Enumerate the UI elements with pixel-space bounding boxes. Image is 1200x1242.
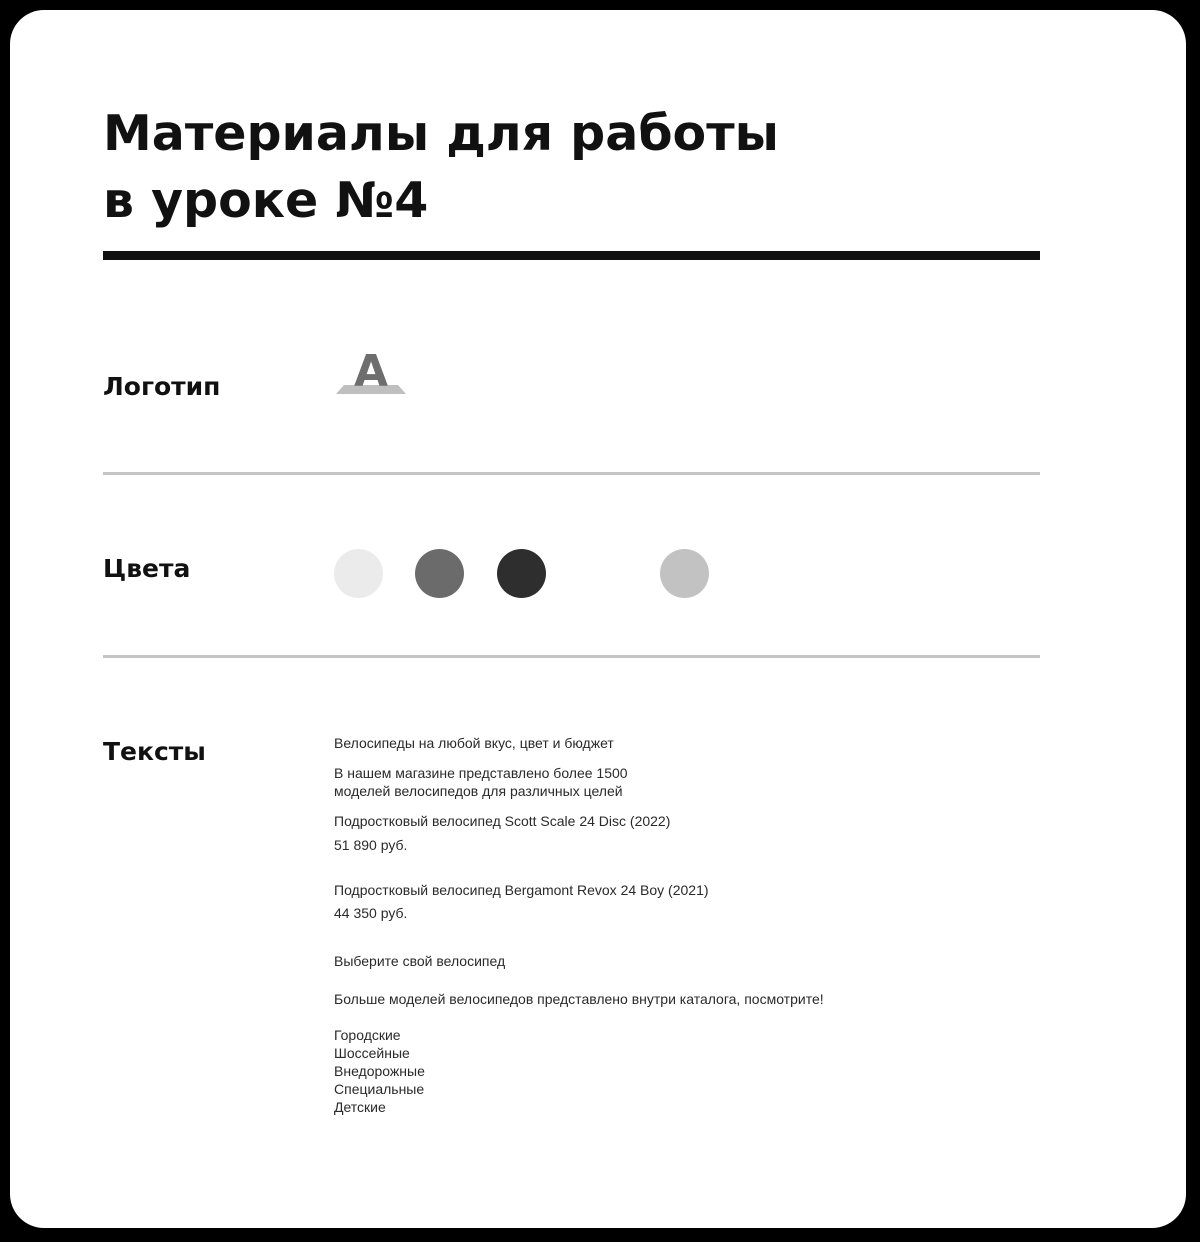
texts-section-label: Тексты <box>103 737 206 766</box>
color-swatch-4 <box>660 549 709 598</box>
page-title <box>103 100 779 234</box>
text-cta-description: Больше моделей велосипедов представлено внутри каталога, посмотрите! <box>334 991 824 1007</box>
text-product-2-price: 44 350 руб. <box>334 905 408 921</box>
text-cta-title: Выберите свой велосипед <box>334 953 506 969</box>
colors-section-label: Цвета <box>103 554 191 583</box>
logo-letter: A <box>353 346 389 397</box>
logo-section-label: Логотип <box>103 372 221 401</box>
title-divider <box>103 251 1040 260</box>
category-item: Специальные <box>334 1081 425 1097</box>
text-product-1-name: Подростковый велосипед Scott Scale 24 Disc (2022) <box>334 813 671 829</box>
category-item: Внедорожные <box>334 1063 425 1079</box>
category-item: Городские <box>334 1027 401 1043</box>
category-item: Детские <box>334 1099 386 1115</box>
color-swatch-3 <box>497 549 546 598</box>
text-headline: Велосипеды на любой вкус, цвет и бюджет <box>334 735 614 751</box>
color-swatch-2 <box>415 549 464 598</box>
section-divider-2 <box>103 655 1040 658</box>
page-title-line-1: Материалы для работы <box>103 105 779 162</box>
text-intro-line-1: В нашем магазине представлено более 1500 <box>334 765 628 781</box>
text-product-2-name: Подростковый велосипед Bergamont Revox 24 Boy (2021) <box>334 882 709 898</box>
section-divider-1 <box>103 472 1040 475</box>
text-intro-line-2: моделей велосипедов для различных целей <box>334 783 623 799</box>
texts-block <box>334 734 974 1116</box>
color-swatch-1 <box>334 549 383 598</box>
logo-image <box>334 346 408 398</box>
text-product-1-price: 51 890 руб. <box>334 837 408 853</box>
category-list <box>334 1026 974 1116</box>
materials-card <box>10 10 1186 1228</box>
page-title-line-2: в уроке №4 <box>103 172 429 229</box>
category-item: Шоссейные <box>334 1045 410 1061</box>
